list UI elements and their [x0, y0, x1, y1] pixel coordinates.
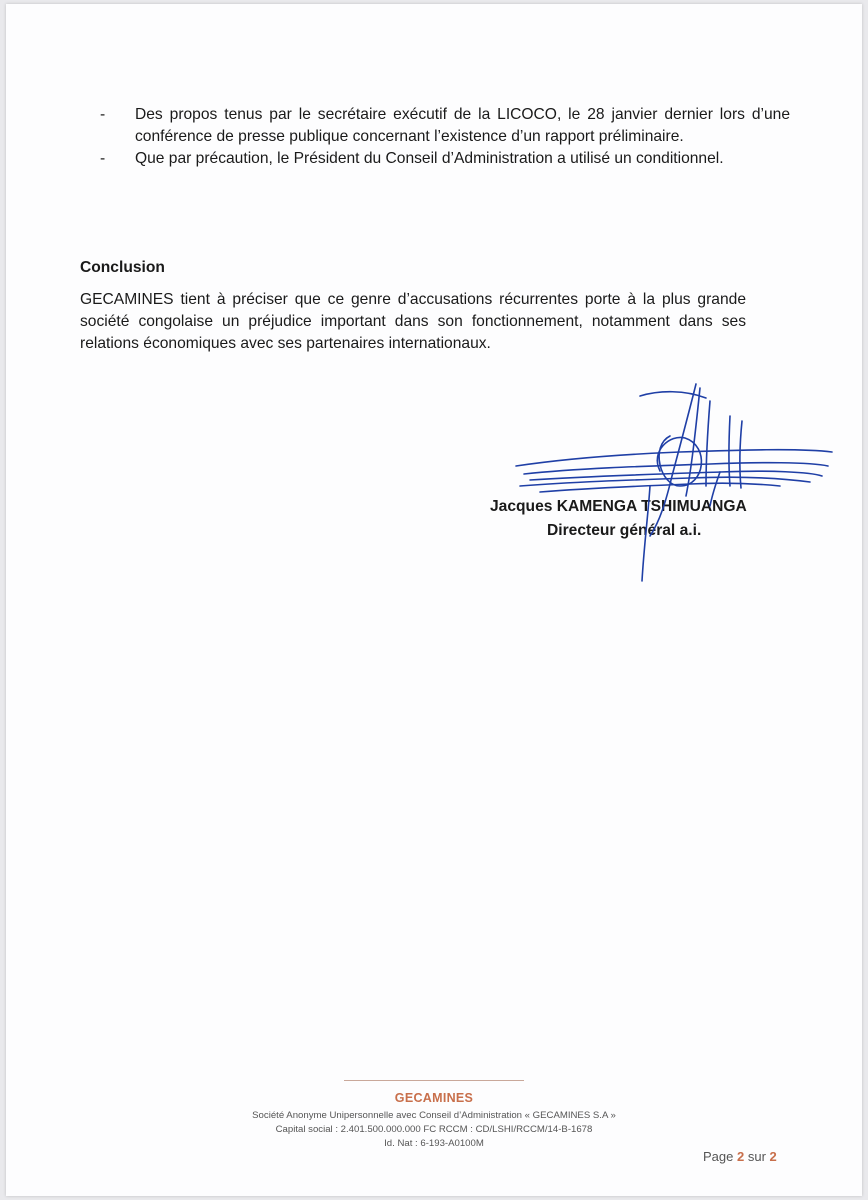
signatory-title: Directeur général a.i. — [547, 522, 702, 539]
page-number — [703, 1149, 777, 1164]
footer-divider — [344, 1080, 524, 1081]
list-item — [100, 148, 790, 170]
footer-company-name: GECAMINES — [394, 1091, 474, 1105]
footer-id-line: Id. Nat : 6-193-A0100M — [384, 1138, 484, 1149]
bullet-text: Des propos tenus par le secrétaire exécutif de la LICOCO, le 28 janvier dernier lors d’une conférence de presse publique concernant l’existence d’un rapport préliminaire. — [135, 106, 790, 145]
bullet-marker: - — [100, 150, 106, 167]
conclusion-paragraph: GECAMINES tient à préciser que ce genre d’accusations récurrentes porte à la plus grande société congolaise un préjudice important dans son fonctionnement, notamment dans ses relations économiques avec ses partenaires internationaux. — [80, 291, 746, 352]
page-number-total: 2 — [769, 1149, 777, 1164]
signatory-name: Jacques KAMENGA TSHIMUANGA — [490, 498, 747, 515]
page-number-prefix: Page — [703, 1149, 734, 1164]
page-number-current: 2 — [737, 1149, 745, 1164]
bullet-marker: - — [100, 106, 106, 123]
bullet-list — [100, 104, 790, 170]
document-page — [6, 4, 862, 1196]
page-number-separator: sur — [747, 1149, 766, 1164]
handwritten-signature — [510, 376, 840, 586]
list-item — [100, 104, 790, 148]
bullet-text: Que par précaution, le Président du Conseil d’Administration a utilisé un conditionnel. — [135, 150, 724, 167]
footer-legal-line: Société Anonyme Unipersonnelle avec Conseil d’Administration « GECAMINES S.A » — [252, 1110, 616, 1121]
footer-capital-line: Capital social : 2.401.500.000.000 FC RCCM : CD/LSHI/RCCM/14-B-1678 — [275, 1124, 593, 1135]
conclusion-heading: Conclusion — [80, 259, 165, 276]
